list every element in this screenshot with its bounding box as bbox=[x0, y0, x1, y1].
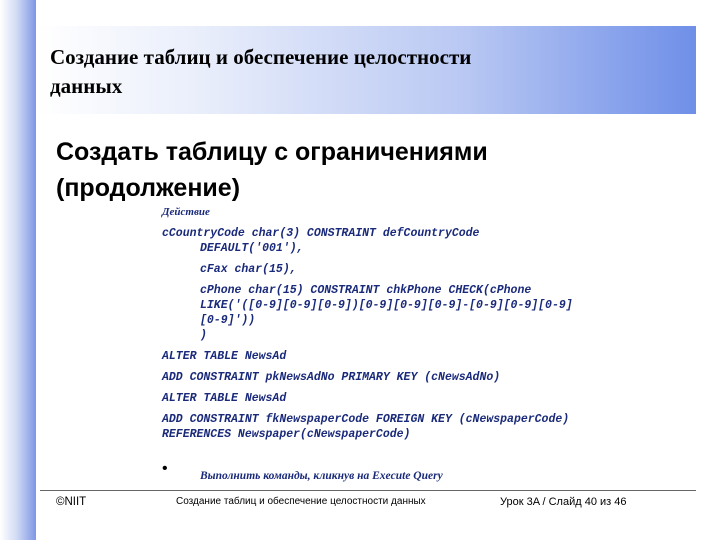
code-block-fax bbox=[162, 262, 692, 277]
code-line: cCountryCode char(3) CONSTRAINT defCountryCode bbox=[162, 227, 480, 240]
code-line: ADD CONSTRAINT fkNewspaperCode FOREIGN KEY (cNewspaperCode) bbox=[162, 413, 570, 426]
code-line: cPhone char(15) CONSTRAINT chkPhone CHECK(cPhone bbox=[200, 284, 532, 297]
code-block-foreign-key bbox=[162, 412, 692, 442]
code-block-create-constraints bbox=[162, 226, 692, 256]
slide-subtitle bbox=[56, 134, 656, 206]
action-instruction: Выполнить команды, кликнув на Execute Query bbox=[200, 470, 443, 482]
code-line: REFERENCES Newspaper(cNewspaperCode) bbox=[162, 428, 411, 441]
bullet-icon: • bbox=[162, 460, 168, 477]
code-line: ADD CONSTRAINT pkNewsAdNo PRIMARY KEY (cNewsAdNo) bbox=[162, 371, 501, 384]
code-line: DEFAULT('001'), bbox=[200, 242, 304, 255]
code-line: ) bbox=[200, 329, 207, 342]
left-decorative-bar bbox=[0, 0, 36, 540]
code-block-phone-check bbox=[162, 283, 692, 343]
code-block-alter-table-1 bbox=[162, 349, 692, 364]
slide-title-line-1: Создание таблиц и обеспечение целостности bbox=[50, 45, 472, 69]
footer-slide-number: Урок 3A / Слайд 40 из 46 bbox=[500, 496, 627, 508]
footer-copyright: ©NIIT bbox=[56, 496, 87, 508]
code-line: cFax char(15), bbox=[200, 263, 297, 276]
sql-code-block bbox=[162, 226, 692, 442]
footer-divider bbox=[40, 490, 696, 491]
slide-title-line-2: данных bbox=[50, 74, 123, 98]
section-label: Действие bbox=[162, 206, 210, 218]
footer-topic: Создание таблиц и обеспечение целостности данных bbox=[176, 496, 426, 507]
code-line: [0-9]')) bbox=[200, 314, 256, 327]
title-banner bbox=[36, 26, 696, 114]
code-line: ALTER TABLE NewsAd bbox=[162, 350, 287, 363]
code-block-primary-key bbox=[162, 370, 692, 385]
code-line: ALTER TABLE NewsAd bbox=[162, 392, 287, 405]
slide-subtitle-line-2: (продолжение) bbox=[56, 174, 241, 202]
code-block-alter-table-2 bbox=[162, 391, 692, 406]
slide-subtitle-line-1: Создать таблицу с ограничениями bbox=[56, 138, 488, 166]
code-line: LIKE('([0-9][0-9][0-9])[0-9][0-9][0-9]-[0-9][0-9][0-9] bbox=[200, 299, 573, 312]
slide-title bbox=[50, 43, 670, 101]
